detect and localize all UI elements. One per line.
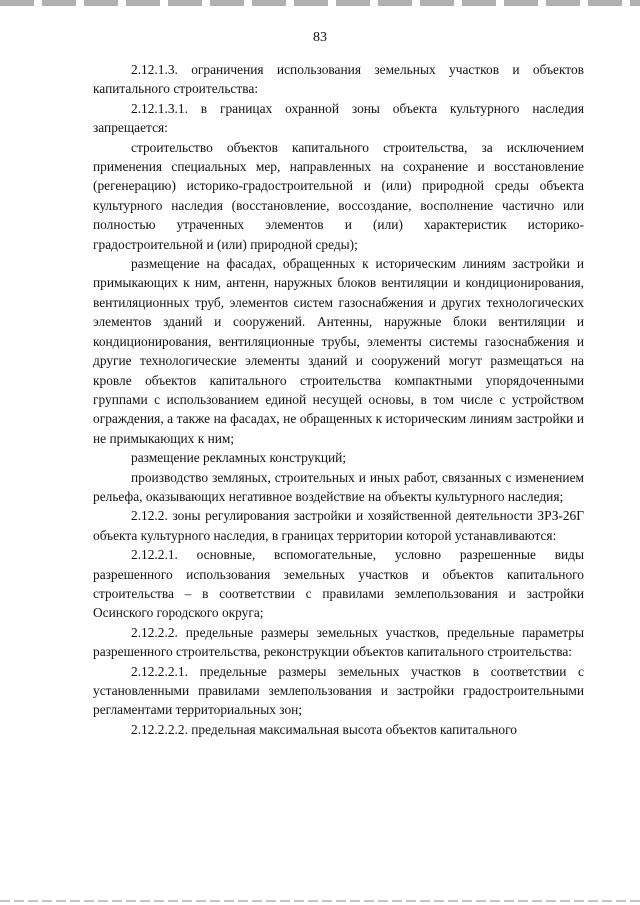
scan-edge-top (0, 0, 640, 6)
scan-edge-bottom (0, 900, 640, 902)
paragraph: размещение на фасадах, обращенных к историческим линиям застройки и примыкающих к ним, антенн, наружных блоков вентиляции и кондиционирования, вентиляционных труб, элементов систем газоснабжения и других технологических элементов зданий и сооружений. Антенны, наружные блоки вентиляции и кондиционирования, вентиляционные трубы, элементы системы газоснабжения и другие технологические элементы зданий и сооружений могут размещаться на кровле объектов капитального строительства компактными упорядоченными группами с использованием единой несущей основы, в том числе с устройством ограждения, а также на фасадах, не обращенных к историческим линиям застройки и не примыкающих к ним; (93, 256, 584, 446)
paragraph: 2.12.1.3. ограничения использования земельных участков и объектов капитального строительства: (93, 62, 584, 97)
paragraph: 2.12.2.2. предельные размеры земельных участков, предельные параметры разрешенного строительства, реконструкции объектов капитального строительства: (93, 624, 584, 660)
paragraph: 2.12.2.2.1. предельные размеры земельных участков в соответствии с установленными правилами землепользования и застройки градостроительными регламентами территориальных зон; (93, 663, 584, 718)
document-body (93, 60, 584, 739)
paragraph: строительство объектов капитального строительства, за исключением применения специальных мер, направленных на сохранение и восстановление (регенерацию) историко-градостроительной и (или) природной среды объекта культурного наследия (восстановление, воссоздание, восполнение частично или полностью утраченных элементов и (или) характеристик историко-градостроительной и (или) природной среды); (93, 139, 584, 252)
paragraph: 2.12.2. зоны регулирования застройки и хозяйственной деятельности ЗРЗ-26Г объекта культурного наследия, в границах территории которой устанавливаются: (93, 508, 584, 543)
paragraph: 2.12.2.1. основные, вспомогательные, условно разрешенные виды разрешенного использования земельных участков и объектов капитального строительства – в соответствии с правилами землепользования и застройки Осинского городского округа; (93, 547, 584, 621)
paragraph: размещение рекламных конструкций; (131, 450, 347, 466)
paragraph: 2.12.1.3.1. в границах охранной зоны объекта культурного наследия запрещается: (93, 100, 584, 136)
paragraph: производство земляных, строительных и иных работ, связанных с изменением рельефа, оказывающих негативное воздействие на объекты культурного наследия; (93, 469, 584, 504)
page-number: 83 (313, 30, 327, 45)
paragraph: 2.12.2.2.2. предельная максимальная высота объектов капитального (131, 721, 517, 737)
